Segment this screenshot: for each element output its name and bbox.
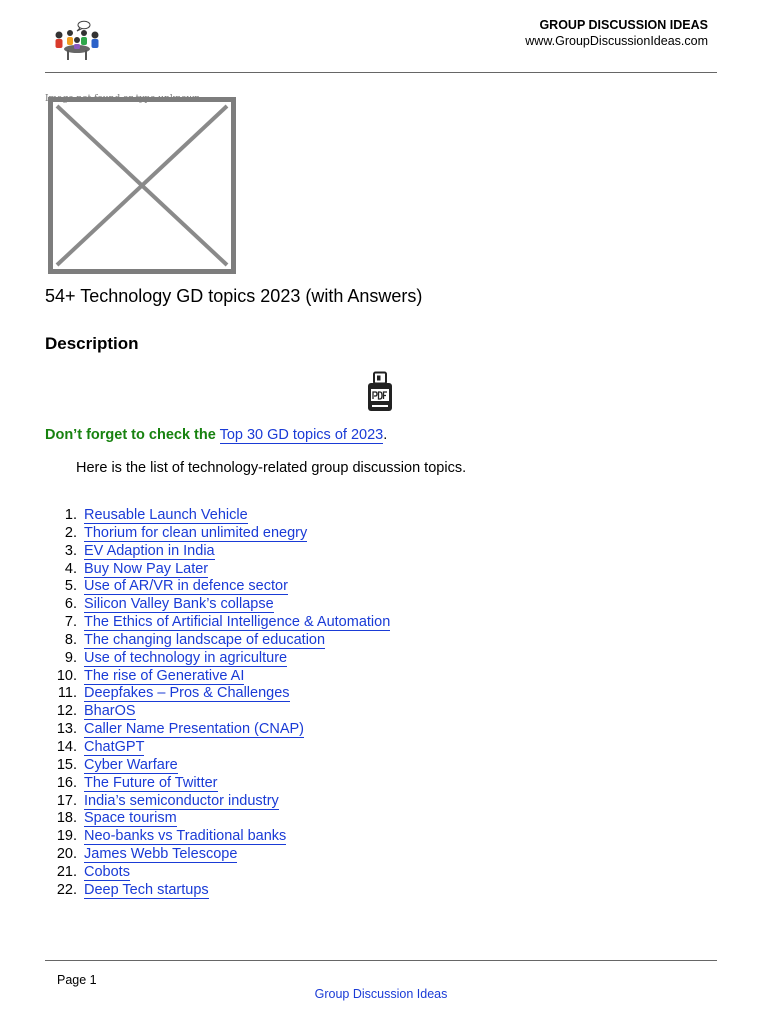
list-number: 14. xyxy=(56,738,77,755)
topic-link[interactable]: The Ethics of Artificial Intelligence & Automation xyxy=(84,614,391,631)
topics-list xyxy=(45,507,390,900)
topic-link[interactable]: Caller Name Presentation (CNAP) xyxy=(84,721,304,738)
list-item xyxy=(45,614,390,632)
list-number: 2. xyxy=(64,524,77,541)
list-number: 1. xyxy=(64,507,77,523)
topic-link[interactable]: Deepfakes – Pros & Challenges xyxy=(84,685,290,702)
site-name: GROUP DISCUSSION IDEAS xyxy=(539,18,708,32)
topic-link[interactable]: Silicon Valley Bank’s collapse xyxy=(84,596,274,613)
list-number: 3. xyxy=(64,542,77,559)
list-item xyxy=(45,775,390,793)
pdf-file-icon[interactable] xyxy=(366,371,394,414)
topic-link[interactable]: The rise of Generative AI xyxy=(84,667,245,684)
list-number: 15. xyxy=(56,756,77,773)
intro-text: Here is the list of technology-related group discussion topics. xyxy=(76,460,467,476)
callout-tail: . xyxy=(383,427,388,443)
topic-link[interactable]: BharOS xyxy=(84,703,136,720)
topic-link[interactable]: Space tourism xyxy=(84,810,177,827)
callout-lead: Don’t forget to check the xyxy=(45,427,216,443)
topic-link[interactable]: Thorium for clean unlimited enegry xyxy=(84,524,308,541)
list-item xyxy=(45,739,390,757)
footer-site-link[interactable]: Group Discussion Ideas xyxy=(314,987,448,1001)
topic-link[interactable]: Buy Now Pay Later xyxy=(84,560,209,577)
broken-image-icon xyxy=(48,97,236,274)
footer-divider xyxy=(45,960,717,961)
topic-link[interactable]: EV Adaption in India xyxy=(84,542,215,559)
document-title: 54+ Technology GD topics 2023 (with Answers) xyxy=(45,286,423,306)
list-item xyxy=(45,685,390,703)
list-number: 13. xyxy=(56,721,77,738)
list-item xyxy=(45,543,390,561)
list-item xyxy=(45,828,390,846)
list-number: 17. xyxy=(56,792,77,809)
list-number: 22. xyxy=(56,881,77,898)
list-item xyxy=(45,596,390,614)
list-item xyxy=(45,864,390,882)
topic-link[interactable]: Neo-banks vs Traditional banks xyxy=(84,828,287,845)
list-number: 7. xyxy=(64,614,77,631)
list-number: 8. xyxy=(64,631,77,648)
topic-link[interactable]: James Webb Telescope xyxy=(84,846,238,863)
list-item xyxy=(45,793,390,811)
list-item xyxy=(45,721,390,739)
list-item xyxy=(45,632,390,650)
list-item xyxy=(45,525,390,543)
image-alt-text: Image not found or type unknown xyxy=(45,94,201,104)
list-item xyxy=(45,703,390,721)
list-number: 9. xyxy=(64,649,77,666)
list-number: 11. xyxy=(57,685,77,702)
list-number: 20. xyxy=(56,846,77,863)
topic-link[interactable]: Cobots xyxy=(84,863,130,880)
list-item xyxy=(45,507,390,525)
list-item xyxy=(45,561,390,579)
list-number: 19. xyxy=(56,828,77,845)
list-number: 16. xyxy=(56,774,77,791)
section-heading-description: Description xyxy=(45,334,139,353)
list-number: 6. xyxy=(64,596,77,613)
list-number: 12. xyxy=(56,703,77,720)
list-item xyxy=(45,757,390,775)
page-number: Page 1 xyxy=(57,973,97,987)
list-number: 21. xyxy=(56,863,77,880)
topic-link[interactable]: India’s semiconductor industry xyxy=(84,792,279,809)
header-divider xyxy=(45,72,717,73)
top-30-gd-topics-link[interactable]: Top 30 GD topics of 2023 xyxy=(219,427,384,443)
list-item xyxy=(45,650,390,668)
list-item xyxy=(45,882,390,900)
topic-link[interactable]: The Future of Twitter xyxy=(84,774,218,791)
topic-link[interactable]: ChatGPT xyxy=(84,738,145,755)
list-item xyxy=(45,846,390,864)
list-number: 10. xyxy=(56,667,77,684)
group-discussion-logo-icon xyxy=(50,20,104,62)
list-item xyxy=(45,578,390,596)
topic-link[interactable]: Deep Tech startups xyxy=(84,881,209,898)
list-number: 18. xyxy=(56,810,77,827)
topic-link[interactable]: The changing landscape of education xyxy=(84,631,326,648)
topic-link[interactable]: Reusable Launch Vehicle xyxy=(84,507,248,523)
callout-note xyxy=(45,427,387,443)
list-number: 5. xyxy=(64,578,77,595)
list-item xyxy=(45,810,390,828)
topic-link[interactable]: Cyber Warfare xyxy=(84,756,178,773)
list-item xyxy=(45,668,390,686)
site-url[interactable]: www.GroupDiscussionIdeas.com xyxy=(525,34,708,48)
topic-link[interactable]: Use of AR/VR in defence sector xyxy=(84,578,288,595)
list-number: 4. xyxy=(64,560,77,577)
topic-link[interactable]: Use of technology in agriculture xyxy=(84,649,288,666)
